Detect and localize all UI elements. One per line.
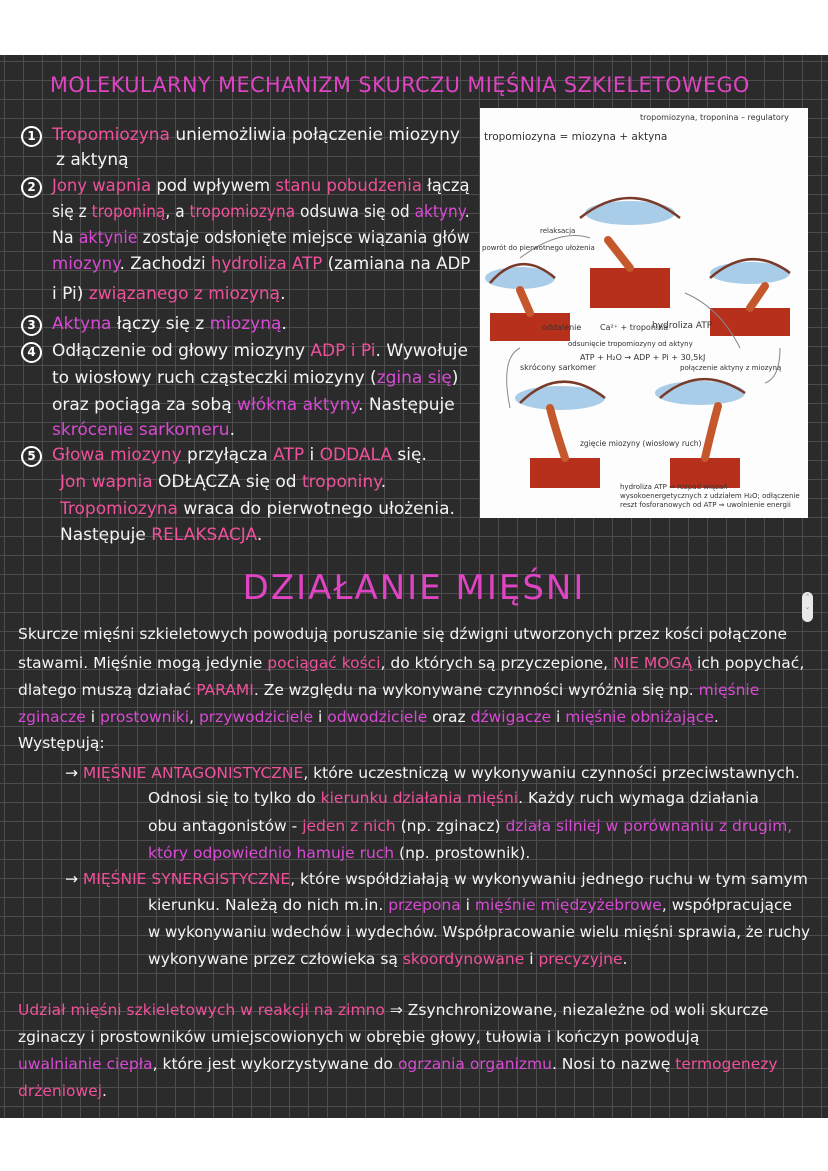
text-segment: przyłącza: [181, 445, 274, 465]
label-binding: połączenie aktyny z miozyną: [680, 364, 782, 372]
text-segment: Występują:: [18, 734, 105, 752]
highlighted-term: MIĘŚNIE SYNERGISTYCZNE: [82, 870, 291, 888]
text-segment: Odłączenie od głowy miozyny: [52, 341, 311, 361]
text-segment: (zamiana na ADP: [322, 254, 471, 274]
text-line: [148, 923, 810, 941]
highlighted-term: miozyny: [52, 254, 120, 274]
label-calcium: Ca²⁺ + troponina: [600, 323, 669, 332]
text-segment: . Każdy ruch wymaga działania: [518, 789, 759, 807]
step-number-icon: 1: [21, 126, 42, 147]
text-segment: , które uczestniczą w wykonywaniu czynności przeciwstawnych.: [303, 764, 800, 782]
text-segment: ODŁĄCZA się od: [152, 472, 302, 492]
highlighted-term: RELAKSACJA: [151, 525, 257, 545]
highlighted-term: ODDALA: [319, 445, 393, 465]
highlighted-term: skoordynowane: [402, 950, 525, 968]
highlighted-term: pociągać kości: [267, 654, 381, 672]
text-line: [60, 525, 262, 545]
highlighted-term: PARAMI: [196, 681, 254, 699]
text-line: [148, 844, 530, 862]
highlighted-term: precyzyjne: [538, 950, 623, 968]
text-line: [18, 625, 787, 643]
text-segment: .: [229, 420, 235, 440]
highlighted-term: Aktyna: [52, 314, 112, 334]
text-line: [52, 445, 427, 465]
myosin-head: [705, 406, 718, 458]
text-segment: to wiosłowy ruch cząsteczki miozyny (: [52, 368, 377, 388]
text-line: [18, 1055, 778, 1073]
step-number-icon: 2: [21, 177, 42, 198]
highlighted-term: miozyną: [209, 314, 282, 334]
highlighted-term: włókna aktyny: [237, 395, 359, 415]
highlighted-term: Tropomiozyna: [52, 125, 170, 145]
myosin-filament-top: [590, 268, 670, 308]
contraction-cycle-figure: [480, 108, 808, 518]
highlighted-term: Udział mięśni szkieletowych w reakcji na zimno: [18, 1001, 385, 1019]
highlighted-term: hydroliza ATP: [210, 254, 323, 274]
text-line: [18, 1082, 107, 1100]
text-segment: ): [451, 368, 459, 388]
highlighted-term: przywodziciele: [198, 708, 314, 726]
text-line: [148, 817, 792, 835]
text-line: [65, 764, 800, 782]
text-line: [148, 789, 759, 807]
text-segment: uniemożliwia połączenie miozyny: [169, 125, 460, 145]
highlighted-term: który odpowiednio hamuje ruch: [148, 844, 395, 862]
highlighted-term: działa silniej w porównaniu z drugim,: [505, 817, 793, 835]
highlighted-term: ogrzania organizmu: [397, 1055, 552, 1073]
text-line: [18, 654, 804, 672]
text-segment: i Pi): [52, 284, 89, 304]
text-segment: .: [380, 472, 387, 492]
text-segment: Następuje: [60, 525, 152, 545]
text-line: [52, 228, 470, 248]
text-segment: .: [622, 950, 628, 968]
label-hydrolysis-note: hydroliza ATP ⇒ rozpad wiązań wysokoenergetycznych z udziałem H₂O; odłączenie reszt fosforanowych od ATP ⇒ uwolnienie energii: [620, 483, 800, 509]
text-segment: . Zachodzi: [119, 254, 211, 274]
section-title-mechanism: MOLEKULARNY MECHANIZM SKURCZU MIĘŚNIA SZKIELETOWEGO: [50, 73, 750, 97]
text-line: [18, 734, 105, 752]
text-line: [56, 150, 129, 170]
text-segment: .: [281, 314, 287, 334]
highlighted-term: mięśnie międzyżebrowe: [474, 896, 662, 914]
text-segment: , które współdziałają w wykonywaniu jednego ruchu w tym samym: [290, 870, 808, 888]
text-segment: oraz: [427, 708, 471, 726]
highlighted-term: skrócenie sarkomeru: [52, 420, 230, 440]
highlighted-term: ADP i Pi: [310, 341, 376, 361]
text-segment: . Ze względu na wykonywane czynności wyróżnia się np.: [253, 681, 699, 699]
highlighted-term: aktyny: [414, 202, 465, 222]
text-line: [60, 472, 386, 492]
step-number-icon: 5: [21, 446, 42, 467]
text-segment: zostaje odsłonięte miejsce wiązania głów: [137, 228, 470, 248]
text-segment: .: [102, 1082, 107, 1100]
myosin-filament-right: [710, 308, 790, 336]
text-segment: się z: [52, 202, 92, 222]
step-number-icon: 4: [21, 342, 42, 363]
text-segment: . Następuje: [358, 395, 455, 415]
highlighted-term: drżeniowej: [18, 1082, 103, 1100]
highlighted-term: jeden z nich: [302, 817, 396, 835]
text-segment: (np. prostownik).: [394, 844, 531, 862]
highlighted-term: MIĘŚNIE ANTAGONISTYCZNE: [82, 764, 304, 782]
text-line: [52, 420, 235, 440]
text-line: [18, 1028, 699, 1046]
highlighted-term: termogenezy: [675, 1055, 778, 1073]
text-segment: i: [551, 708, 566, 726]
text-line: [52, 341, 468, 361]
text-line: [52, 314, 287, 334]
label-reaction: ATP + H₂O → ADP + Pi + 30,5kJ: [580, 353, 706, 362]
text-segment: się.: [392, 445, 427, 465]
text-segment: i: [313, 708, 328, 726]
text-line: [52, 202, 470, 222]
highlighted-term: przepona: [388, 896, 461, 914]
label-return: powrót do pierwotnego ułożenia: [482, 244, 595, 252]
label-shortened: skrócony sarkomer: [520, 363, 597, 372]
text-segment: .: [464, 202, 470, 222]
highlighted-term: troponiną: [91, 202, 166, 222]
scroll-handle[interactable]: ⌃ ⌄: [802, 592, 813, 622]
text-segment: . Nosi to nazwę: [551, 1055, 676, 1073]
text-segment: i: [85, 708, 100, 726]
highlighted-term: zginacze: [18, 708, 86, 726]
text-line: [18, 708, 719, 726]
text-line: [52, 254, 470, 274]
highlighted-term: dźwigacze: [470, 708, 552, 726]
text-segment: Skurcze mięśni szkieletowych powodują poruszanie się dźwigni utworzonych przez kości połączone: [18, 625, 788, 643]
highlighted-term: Jon wapnia: [60, 472, 153, 492]
highlighted-term: stanu pobudzenia: [275, 176, 422, 196]
text-line: [52, 368, 458, 388]
highlighted-term: ATP: [273, 445, 305, 465]
text-segment: →: [65, 764, 83, 782]
myosin-head: [520, 290, 530, 313]
label-regulators: tropomiozyna, troponina – regulatory: [640, 113, 789, 122]
highlighted-term: prostowniki: [99, 708, 190, 726]
text-segment: odsuwa się od: [295, 202, 415, 222]
myosin-head: [608, 240, 630, 268]
text-line: [52, 176, 470, 196]
label-bend: zgięcie miozyny (wiosłowy ruch): [580, 439, 702, 448]
text-line: [52, 284, 286, 304]
text-segment: oraz pociąga za sobą: [52, 395, 238, 415]
label-detach: oddalenie: [542, 323, 582, 332]
label-relaxation: relaksacja: [540, 227, 576, 235]
text-segment: z aktyną: [56, 150, 129, 170]
highlighted-term: zgina się: [376, 368, 452, 388]
highlighted-term: troponiny: [301, 472, 381, 492]
highlighted-term: kierunku działania mięśni: [320, 789, 519, 807]
highlighted-term: mięśnie: [698, 681, 760, 699]
text-segment: wykonywane przez człowieka są: [148, 950, 403, 968]
text-segment: ich popychać,: [692, 654, 805, 672]
highlighted-term: odwodziciele: [327, 708, 428, 726]
text-line: [148, 950, 627, 968]
text-line: [18, 1001, 769, 1019]
text-segment: i: [304, 445, 320, 465]
text-segment: i: [524, 950, 539, 968]
myosin-head: [750, 286, 765, 308]
text-segment: (np. zginacz): [395, 817, 506, 835]
label-hydrolysis: hydroliza ATP: [652, 321, 713, 331]
text-segment: dlatego muszą działać: [18, 681, 197, 699]
text-line: [60, 499, 455, 519]
label-shift: odsunięcie tropomiozyny od aktyny: [568, 340, 693, 348]
myosin-filament-bottom-left: [530, 458, 600, 488]
text-segment: zginaczy i prostowników umiejscowionych w obrębie głowy, tułowia i kończyn powodują: [18, 1028, 700, 1046]
text-segment: i: [460, 896, 475, 914]
myosin-head: [550, 408, 565, 458]
text-line: [65, 870, 808, 888]
section-title-muscle-action: DZIAŁANIE MIĘŚNI: [242, 568, 586, 608]
text-line: [148, 896, 792, 914]
text-segment: .: [713, 708, 719, 726]
text-segment: ⇒ Zsynchronizowane, niezależne od woli skurcze: [384, 1001, 769, 1019]
text-segment: . Wywołuje: [375, 341, 468, 361]
text-segment: .: [280, 284, 286, 304]
highlighted-term: związanego z miozyną: [88, 284, 281, 304]
text-line: [52, 125, 460, 145]
text-segment: →: [65, 870, 83, 888]
highlighted-term: Głowa miozyny: [52, 445, 182, 465]
highlighted-term: uwalnianie ciepła: [18, 1055, 153, 1073]
label-equation: tropomiozyna = miozyna + aktyna: [484, 131, 668, 143]
highlighted-term: NIE MOGĄ: [613, 654, 693, 672]
text-segment: łączą: [421, 176, 470, 196]
text-segment: , które jest wykorzystywane do: [152, 1055, 398, 1073]
highlighted-term: tropomiozyna: [189, 202, 296, 222]
text-segment: .: [256, 525, 263, 545]
text-segment: , do których są przyczepione,: [380, 654, 614, 672]
text-segment: kierunku. Należą do nich m.in.: [148, 896, 389, 914]
text-segment: ,: [189, 708, 199, 726]
highlighted-term: mięśnie obniżające: [565, 708, 714, 726]
text-segment: pod wpływem: [151, 176, 276, 196]
text-segment: obu antagonistów -: [148, 817, 303, 835]
text-segment: , a: [165, 202, 190, 222]
highlighted-term: Jony wapnia: [52, 176, 152, 196]
text-segment: wraca do pierwotnego ułożenia.: [177, 499, 455, 519]
text-segment: stawami. Mięśnie mogą jedynie: [18, 654, 268, 672]
step-number-icon: 3: [21, 315, 42, 336]
text-line: [18, 681, 759, 699]
text-segment: , współpracujące: [661, 896, 793, 914]
text-segment: łączy się z: [111, 314, 210, 334]
text-segment: Odnosi się to tylko do: [148, 789, 321, 807]
highlighted-term: Tropomiozyna: [60, 499, 178, 519]
text-segment: Na: [52, 228, 79, 248]
highlighted-term: aktynie: [78, 228, 138, 248]
text-line: [52, 395, 455, 415]
text-segment: w wykonywaniu wdechów i wydechów. Współpracowanie wielu mięśni sprawia, że ruchy: [148, 923, 810, 941]
